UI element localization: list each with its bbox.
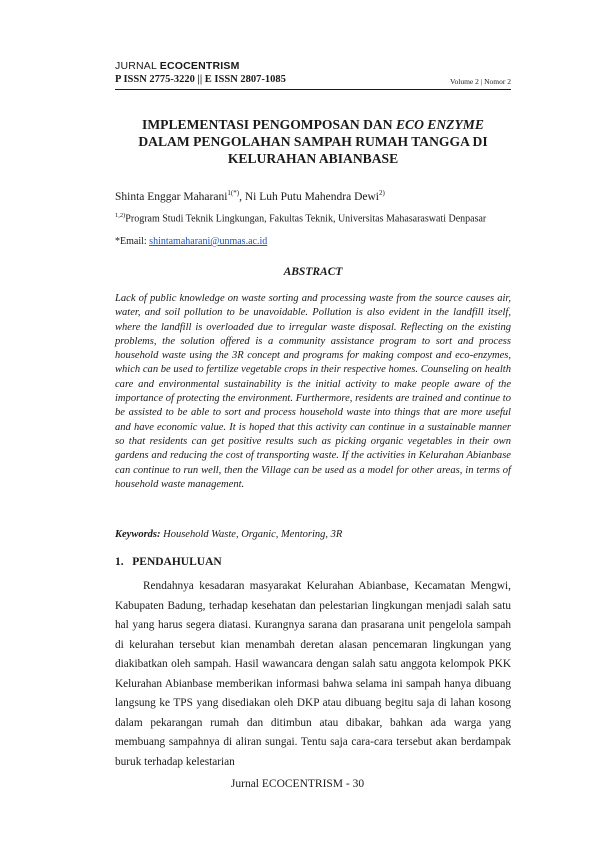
- email-label: *Email:: [115, 236, 150, 247]
- abstract-text: Lack of public knowledge on waste sorting and processing waste from the source causes air, water, and soil pollution to be unavoidable. Pollution is also evident in the landfill itself, where the landfill is overloaded due to irregular waste disposal. Reflecting on the existing problems, the solution offered is a community assistance program to sort and process household waste using the 3R concept and programs for making compost and eco-enzymes, which can be used to fertilize vegetable crops in their respective homes. Counseling on health care and environmental sustainability is the initial activity to make people aware of the importance of protecting the environment. Furthermore, residents are trained and continue to be assisted to be able to sort and process household waste into things that are more useful and have economic value. It is hoped that this activity can continue in a sustainable manner so that residents can get positive results such as picking organic vegetables in their own gardens and reducing the cost of transporting waste. If the activities in Kelurahan Abianbase can continue to run well, then the Village can be used as a model for other areas, in terms of household waste management.: [115, 293, 511, 490]
- email-line: [115, 236, 267, 247]
- title-italic: ECO ENZYME: [395, 117, 484, 132]
- journal-title: ECOCENTRISM: [159, 60, 240, 72]
- email-link[interactable]: shintamaharani@unmas.ac.id: [149, 236, 268, 247]
- author-1: Shinta Enggar Maharani: [115, 190, 228, 203]
- title-part1: IMPLEMENTASI PENGOMPOSAN DAN: [142, 117, 396, 132]
- affiliation-marker: 1,2): [115, 212, 126, 219]
- body-paragraph-text: Rendahnya kesadaran masyarakat Kelurahan Abianbase, Kecamatan Mengwi, Kabupaten Badung, terhadap kesehatan dan pelestarian lingkungan menjadi salah satu hal yang harus segera diatasi. Kurangnya sarana dan prasarana unit pengelola sampah di kelurahan tersebut kian menambah deretan alasan pencemaran lingkungan yang diakibatkan oleh sampah. Hasil wawancara dengan salah satu anggota kelompok PKK Kelurahan Abianbase memberikan informasi bahwa selama ini sampah hanya dibuang langsung ke TPS yang disediakan oleh DKP atau dibuang begitu saja di lahan kosong dalam pekarangan rumah dan ditimbun atau dibakar, bahkan ada warga yang membuang sampahnya di aliran sungai. Tentu saja cara-cara tersebut akan berdampak buruk terhadap kelestarian: [115, 580, 511, 768]
- header-divider: [115, 89, 511, 90]
- body-paragraph: [115, 577, 511, 772]
- journal-prefix: JURNAL: [115, 60, 160, 72]
- volume-number: Volume 2 | Nomor 2: [450, 77, 511, 86]
- author-2-marker: 2): [379, 189, 385, 197]
- author-line: [115, 189, 385, 203]
- author-separator: ,: [239, 190, 245, 203]
- journal-name: [115, 60, 240, 72]
- affiliation-text: Program Studi Teknik Lingkungan, Fakultas Teknik, Universitas Mahasaraswati Denpasar: [125, 213, 487, 225]
- keywords-label: Keywords:: [115, 529, 161, 540]
- keywords-list: Household Waste, Organic, Mentoring, 3R: [160, 529, 343, 540]
- keywords-line: [115, 529, 342, 540]
- author-1-marker: 1(*): [227, 189, 240, 197]
- affiliation: [115, 209, 515, 225]
- article-title: [115, 116, 511, 167]
- section-heading: 1. PENDAHULUAN: [115, 556, 222, 568]
- issn-line: P ISSN 2775-3220 || E ISSN 2807-1085: [115, 74, 286, 85]
- abstract-heading: ABSTRACT: [283, 266, 343, 278]
- author-2: Ni Luh Putu Mahendra Dewi: [244, 190, 379, 203]
- page-footer: Jurnal ECOCENTRISM - 30: [230, 778, 365, 790]
- title-part2: DALAM PENGOLAHAN SAMPAH RUMAH TANGGA DI KELURAHAN ABIANBASE: [138, 134, 488, 166]
